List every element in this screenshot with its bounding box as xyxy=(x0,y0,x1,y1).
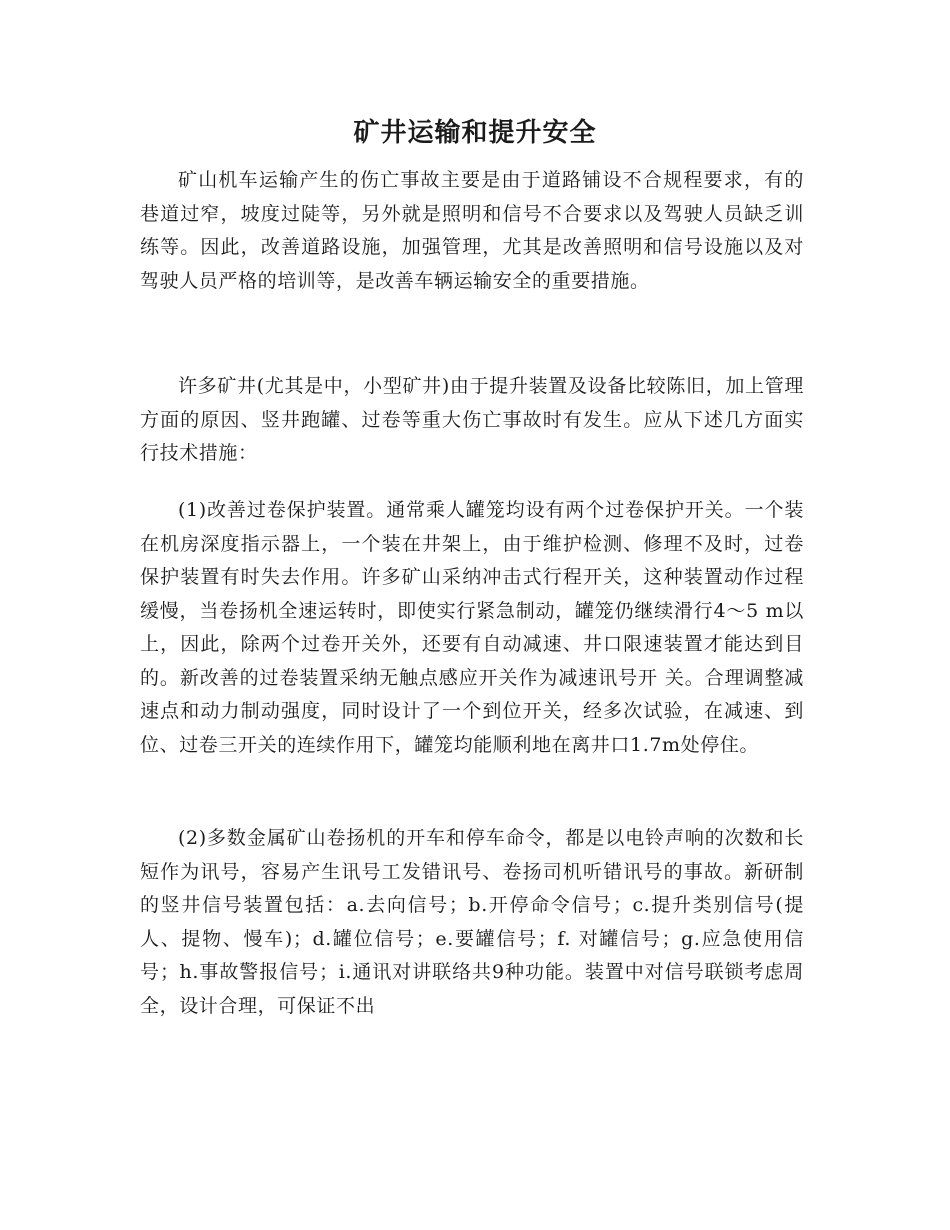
document-title: 矿井运输和提升安全 xyxy=(353,118,597,148)
paragraph-overwind-protection: (1)改善过卷保护装置。通常乘人罐笼均设有两个过卷保护开关。一个装在机房深度指示器上，一个装在井架上，由于维护检测、修理不及时，过卷保护装置有时失去作用。许多矿山采纳冲击式行程开关，这种装置动作过程缓慢，当卷扬机全速运转时，即使实行紧急制动，罐笼仍继续滑行4～5 m以上，因此，除两个过卷开关外，还要有自动减速、井口限速装置才能达到目的。新改善的过卷装置采纳无触点感应开关作为减速讯号开 关。合理调整减速点和动力制动强度，同时设计了一个到位开关，经多次试验，在减速、到位、过卷三开关的连续作用下，罐笼均能顺利地在离井口1.7m处停住。 xyxy=(140,499,804,756)
paragraph-transport-accidents: 矿山机车运输产生的伤亡事故主要是由于道路铺设不合规程要求，有的巷道过窄，坡度过陡等，另外就是照明和信号不合要求以及驾驶人员缺乏训练等。因此，改善道路设施，加强管理，尤其是改善照明和信号设施以及对驾驶人员严格的培训等，是改善车辆运输安全的重要措施。 xyxy=(140,169,804,292)
paragraph-hoisting-accidents: 许多矿井(尤其是中，小型矿井)由于提升装置及设备比较陈旧，加上管理方面的原因、竖井跑罐、过卷等重大伤亡事故时有发生。应从下述几方面实行技术措施： xyxy=(140,375,804,464)
paragraph-shaft-signal-device: (2)多数金属矿山卷扬机的开车和停车命令，都是以电铃声响的次数和长短作为讯号，容易产生讯号工发错讯号、卷扬司机听错讯号的事故。新研制的竖井信号装置包括：a.去向信号；b.开停命令信号；c.提升类别信号(提人、提物、慢车)；d.罐位信号；e.要罐信号；f. 对罐信号；g.应急使用信号；h.事故警报信号；i.通讯对讲联络共9种功能。装置中对信号联锁考虑周全，设计合理，可保证不出 xyxy=(140,827,804,1017)
